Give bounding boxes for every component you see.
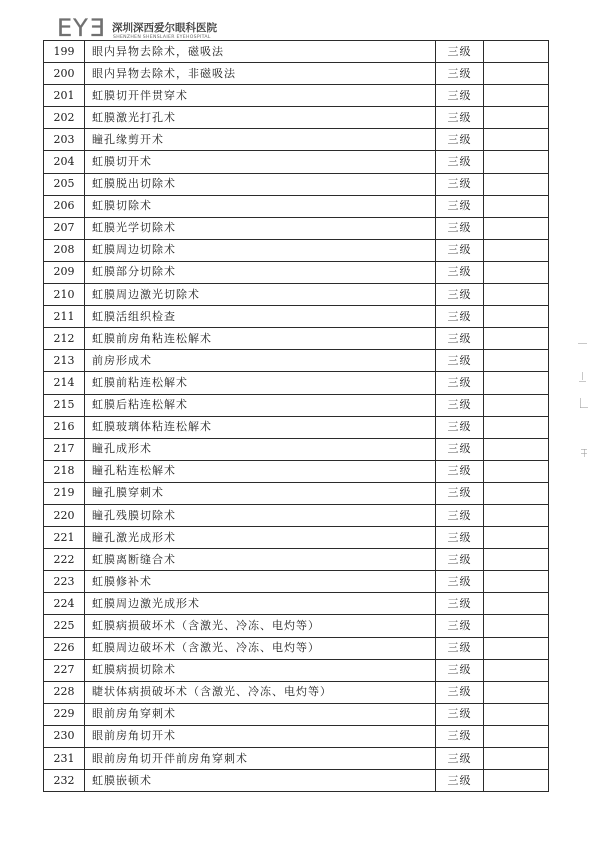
procedure-name-cell: 眼内异物去除术，磁吸法	[85, 41, 436, 63]
row-number-cell: 210	[44, 284, 85, 306]
hospital-name-cn: 深圳深西爱尔眼科医院	[112, 22, 217, 34]
row-number-cell: 207	[44, 217, 85, 239]
procedure-name-cell: 虹膜前房角粘连松解术	[85, 328, 436, 350]
logo-letter: E	[57, 14, 74, 42]
table-row	[44, 527, 549, 549]
level-cell: 三级	[436, 151, 484, 173]
row-number-cell: 221	[44, 527, 85, 549]
table-row	[44, 284, 549, 306]
table-row	[44, 306, 549, 328]
table-row	[44, 416, 549, 438]
table-row	[44, 549, 549, 571]
note-cell	[484, 770, 549, 792]
hospital-name-en: SHENZHEN SHENSLAIER EYEHOSPITAL	[113, 35, 211, 40]
level-cell: 三级	[436, 306, 484, 328]
level-cell: 三级	[436, 85, 484, 107]
row-number-cell: 202	[44, 107, 85, 129]
procedure-name-cell: 虹膜前粘连松解术	[85, 372, 436, 394]
level-cell: 三级	[436, 571, 484, 593]
row-number-cell: 215	[44, 394, 85, 416]
level-cell: 三级	[436, 261, 484, 283]
level-cell: 三级	[436, 63, 484, 85]
table-row	[44, 41, 549, 63]
level-cell: 三级	[436, 593, 484, 615]
logo-letter: Y	[73, 14, 89, 42]
row-number-cell: 232	[44, 770, 85, 792]
note-cell	[484, 460, 549, 482]
row-number-cell: 225	[44, 615, 85, 637]
procedure-name-cell: 虹膜切开伴贯穿术	[85, 85, 436, 107]
row-number-cell: 218	[44, 460, 85, 482]
procedure-name-cell: 瞳孔成形术	[85, 438, 436, 460]
note-cell	[484, 571, 549, 593]
note-cell	[484, 659, 549, 681]
procedure-name-cell: 睫状体病损破坏术（含激光、冷冻、电灼等）	[85, 681, 436, 703]
procedure-name-cell: 虹膜病损破坏术（含激光、冷冻、电灼等）	[85, 615, 436, 637]
scan-artifact	[578, 343, 587, 344]
procedure-name-cell: 瞳孔粘连松解术	[85, 460, 436, 482]
note-cell	[484, 41, 549, 63]
level-cell: 三级	[436, 328, 484, 350]
procedure-name-cell: 眼内异物去除术，非磁吸法	[85, 63, 436, 85]
level-cell: 三级	[436, 438, 484, 460]
note-cell	[484, 306, 549, 328]
procedure-name-cell: 瞳孔膜穿刺术	[85, 482, 436, 504]
table-row	[44, 637, 549, 659]
procedure-name-cell: 虹膜光学切除术	[85, 217, 436, 239]
note-cell	[484, 703, 549, 725]
row-number-cell: 222	[44, 549, 85, 571]
table-row	[44, 328, 549, 350]
note-cell	[484, 504, 549, 526]
level-cell: 三级	[436, 460, 484, 482]
level-cell: 三级	[436, 129, 484, 151]
level-cell: 三级	[436, 195, 484, 217]
table-row	[44, 571, 549, 593]
note-cell	[484, 416, 549, 438]
note-cell	[484, 527, 549, 549]
row-number-cell: 199	[44, 41, 85, 63]
level-cell: 三级	[436, 637, 484, 659]
table-row	[44, 615, 549, 637]
level-cell: 三级	[436, 107, 484, 129]
table-row	[44, 195, 549, 217]
note-cell	[484, 549, 549, 571]
procedure-table-body	[44, 41, 549, 792]
procedure-name-cell: 虹膜切除术	[85, 195, 436, 217]
row-number-cell: 231	[44, 748, 85, 770]
scan-artifact	[580, 407, 588, 408]
scan-artifact	[582, 372, 583, 380]
row-number-cell: 223	[44, 571, 85, 593]
note-cell	[484, 748, 549, 770]
procedure-name-cell: 眼前房角切开术	[85, 725, 436, 747]
row-number-cell: 208	[44, 239, 85, 261]
row-number-cell: 227	[44, 659, 85, 681]
scan-artifact	[584, 449, 585, 457]
note-cell	[484, 482, 549, 504]
note-cell	[484, 725, 549, 747]
row-number-cell: 203	[44, 129, 85, 151]
level-cell: 三级	[436, 482, 484, 504]
table-row	[44, 350, 549, 372]
row-number-cell: 220	[44, 504, 85, 526]
note-cell	[484, 173, 549, 195]
row-number-cell: 213	[44, 350, 85, 372]
level-cell: 三级	[436, 394, 484, 416]
row-number-cell: 216	[44, 416, 85, 438]
row-number-cell: 204	[44, 151, 85, 173]
note-cell	[484, 239, 549, 261]
level-cell: 三级	[436, 416, 484, 438]
procedure-name-cell: 眼前房角穿刺术	[85, 703, 436, 725]
table-row	[44, 261, 549, 283]
procedure-name-cell: 虹膜部分切除术	[85, 261, 436, 283]
row-number-cell: 201	[44, 85, 85, 107]
table-row	[44, 725, 549, 747]
table-row	[44, 394, 549, 416]
note-cell	[484, 129, 549, 151]
table-row	[44, 593, 549, 615]
table-row	[44, 63, 549, 85]
row-number-cell: 209	[44, 261, 85, 283]
table-row	[44, 659, 549, 681]
level-cell: 三级	[436, 703, 484, 725]
note-cell	[484, 284, 549, 306]
table-row	[44, 129, 549, 151]
procedure-name-cell: 虹膜切开术	[85, 151, 436, 173]
level-cell: 三级	[436, 659, 484, 681]
row-number-cell: 230	[44, 725, 85, 747]
table-row	[44, 438, 549, 460]
table-row	[44, 372, 549, 394]
table-row	[44, 85, 549, 107]
table-row	[44, 460, 549, 482]
procedure-name-cell: 虹膜活组织检查	[85, 306, 436, 328]
table-row	[44, 770, 549, 792]
logo-letter: E	[88, 14, 106, 42]
procedure-name-cell: 虹膜病损切除术	[85, 659, 436, 681]
row-number-cell: 219	[44, 482, 85, 504]
table-row	[44, 748, 549, 770]
table-row	[44, 703, 549, 725]
procedure-name-cell: 虹膜修补术	[85, 571, 436, 593]
procedure-name-cell: 眼前房角切开伴前房角穿刺术	[85, 748, 436, 770]
procedure-name-cell: 虹膜嵌顿术	[85, 770, 436, 792]
procedure-name-cell: 虹膜玻璃体粘连松解术	[85, 416, 436, 438]
note-cell	[484, 615, 549, 637]
note-cell	[484, 394, 549, 416]
note-cell	[484, 593, 549, 615]
procedure-name-cell: 虹膜脱出切除术	[85, 173, 436, 195]
procedure-name-cell: 虹膜离断缝合术	[85, 549, 436, 571]
level-cell: 三级	[436, 615, 484, 637]
level-cell: 三级	[436, 350, 484, 372]
row-number-cell: 200	[44, 63, 85, 85]
procedure-name-cell: 虹膜周边激光成形术	[85, 593, 436, 615]
level-cell: 三级	[436, 748, 484, 770]
procedure-table	[43, 40, 549, 792]
level-cell: 三级	[436, 372, 484, 394]
level-cell: 三级	[436, 217, 484, 239]
row-number-cell: 229	[44, 703, 85, 725]
table-row	[44, 504, 549, 526]
table-row	[44, 173, 549, 195]
row-number-cell: 211	[44, 306, 85, 328]
scan-artifact	[579, 381, 586, 382]
note-cell	[484, 195, 549, 217]
level-cell: 三级	[436, 173, 484, 195]
procedure-name-cell: 前房形成术	[85, 350, 436, 372]
note-cell	[484, 63, 549, 85]
row-number-cell: 205	[44, 173, 85, 195]
note-cell	[484, 85, 549, 107]
note-cell	[484, 637, 549, 659]
note-cell	[484, 107, 549, 129]
level-cell: 三级	[436, 239, 484, 261]
level-cell: 三级	[436, 770, 484, 792]
row-number-cell: 224	[44, 593, 85, 615]
table-row	[44, 107, 549, 129]
table-row	[44, 151, 549, 173]
row-number-cell: 217	[44, 438, 85, 460]
procedure-name-cell: 瞳孔残膜切除术	[85, 504, 436, 526]
level-cell: 三级	[436, 504, 484, 526]
level-cell: 三级	[436, 725, 484, 747]
procedure-name-cell: 瞳孔缘剪开术	[85, 129, 436, 151]
note-cell	[484, 438, 549, 460]
level-cell: 三级	[436, 549, 484, 571]
row-number-cell: 214	[44, 372, 85, 394]
hospital-logo	[57, 15, 105, 41]
note-cell	[484, 261, 549, 283]
row-number-cell: 206	[44, 195, 85, 217]
table-row	[44, 217, 549, 239]
note-cell	[484, 328, 549, 350]
note-cell	[484, 681, 549, 703]
row-number-cell: 228	[44, 681, 85, 703]
row-number-cell: 212	[44, 328, 85, 350]
level-cell: 三级	[436, 41, 484, 63]
level-cell: 三级	[436, 681, 484, 703]
row-number-cell: 226	[44, 637, 85, 659]
note-cell	[484, 217, 549, 239]
procedure-name-cell: 瞳孔激光成形术	[85, 527, 436, 549]
table-row	[44, 681, 549, 703]
level-cell: 三级	[436, 527, 484, 549]
note-cell	[484, 350, 549, 372]
level-cell: 三级	[436, 284, 484, 306]
procedure-name-cell: 虹膜激光打孔术	[85, 107, 436, 129]
procedure-name-cell: 虹膜周边激光切除术	[85, 284, 436, 306]
procedure-name-cell: 虹膜后粘连松解术	[85, 394, 436, 416]
procedure-name-cell: 虹膜周边切除术	[85, 239, 436, 261]
table-row	[44, 482, 549, 504]
note-cell	[484, 372, 549, 394]
note-cell	[484, 151, 549, 173]
procedure-name-cell: 虹膜周边破坏术（含激光、冷冻、电灼等）	[85, 637, 436, 659]
table-row	[44, 239, 549, 261]
